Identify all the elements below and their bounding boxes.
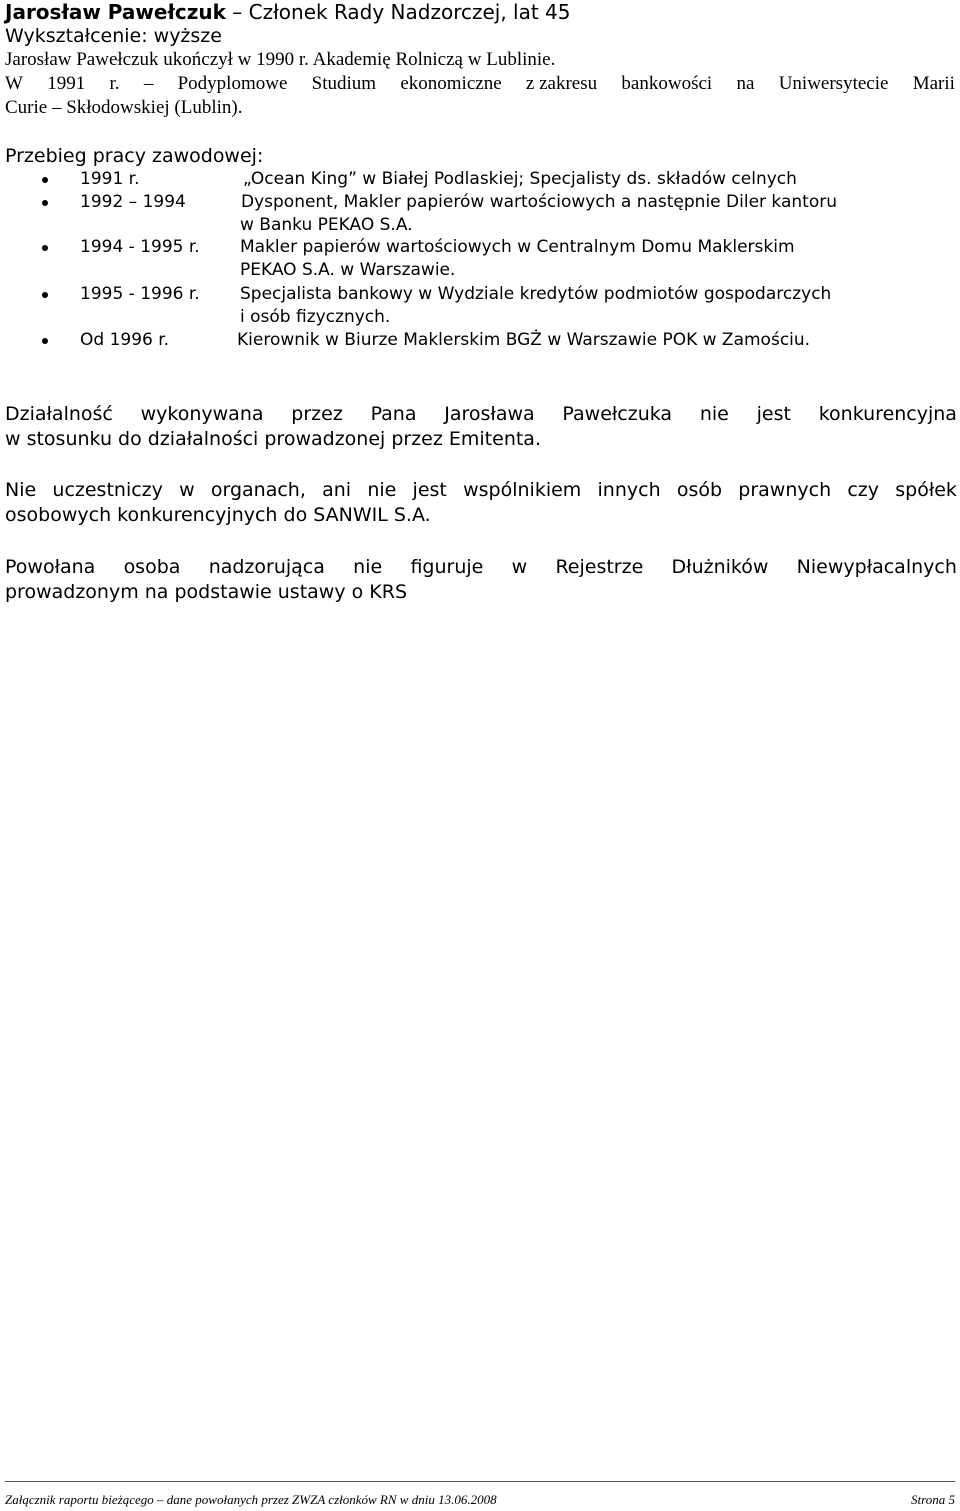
paragraph-competition	[5, 402, 957, 452]
career-desc: Dysponent, Makler papierów wartościowych a następnie Diler kantoru	[241, 192, 837, 212]
career-date: 1992 – 1994	[80, 192, 186, 212]
bullet	[42, 177, 48, 183]
education-label: Wykształcenie: wyższe	[5, 25, 222, 47]
career-desc: Specjalista bankowy w Wydziale kredytów podmiotów gospodarczych	[240, 284, 832, 304]
paragraph-line: w stosunku do działalności prowadzonej przez Emitenta.	[5, 428, 541, 450]
person-name: Jarosław Pawełczuk	[5, 0, 226, 24]
career-date: 1995 - 1996 r.	[80, 284, 200, 304]
career-date: Od 1996 r.	[80, 330, 170, 350]
education-line-3: Curie – Skłodowskiej (Lublin).	[5, 97, 243, 118]
career-desc: „Ocean King” w Białej Podlaskiej; Specjalisty ds. składów celnych	[243, 169, 797, 189]
paragraph-partnership	[5, 478, 957, 528]
education-line-2: W 1991 r. – Podyplomowe Studium ekonomiczne z zakresu bankowości na Uniwersytecie Marii	[5, 73, 955, 94]
footer-caption: Załącznik raportu bieżącego – dane powołanych przez ZWZA członków RN w dniu 13.06.2008	[5, 1492, 497, 1507]
career-desc-cont: w Banku PEKAO S.A.	[240, 215, 413, 235]
education-line-1: Jarosław Pawełczuk ukończył w 1990 r. Akademię Rolniczą w Lublinie.	[5, 49, 556, 70]
paragraph-line: prowadzonym na podstawie ustawy o KRS	[5, 581, 408, 603]
career-desc-cont: i osób fizycznych.	[240, 307, 391, 327]
career-date: 1994 - 1995 r.	[80, 237, 200, 257]
paragraph-debtors-register	[5, 555, 957, 605]
bullet	[42, 200, 48, 206]
career-date: 1991 r.	[80, 169, 140, 189]
person-heading	[5, 0, 571, 24]
bullet	[42, 292, 48, 298]
paragraph-line: osobowych konkurencyjnych do SANWIL S.A.	[5, 504, 431, 526]
career-desc: Kierownik w Biurze Maklerskim BGŻ w Warszawie POK w Zamościu.	[237, 330, 811, 350]
paragraph-line: Powołana osoba nadzorująca nie figuruje w Rejestrze Dłużników Niewypłacalnych	[5, 556, 957, 578]
career-desc: Makler papierów wartościowych w Centralnym Domu Maklerskim	[240, 237, 795, 257]
bullet	[42, 338, 48, 344]
person-role: – Członek Rady Nadzorczej, lat 45	[225, 0, 571, 24]
bullet	[42, 245, 48, 251]
career-desc-cont: PEKAO S.A. w Warszawie.	[240, 260, 456, 280]
paragraph-line: Działalność wykonywana przez Pana Jarosława Pawełczuka nie jest konkurencyjna	[5, 403, 957, 425]
page-number: Strona 5	[911, 1492, 955, 1507]
career-title: Przebieg pracy zawodowej:	[5, 145, 264, 167]
paragraph-line: Nie uczestniczy w organach, ani nie jest wspólnikiem innych osób prawnych czy spółek	[5, 479, 957, 501]
footer-divider	[5, 1481, 955, 1482]
